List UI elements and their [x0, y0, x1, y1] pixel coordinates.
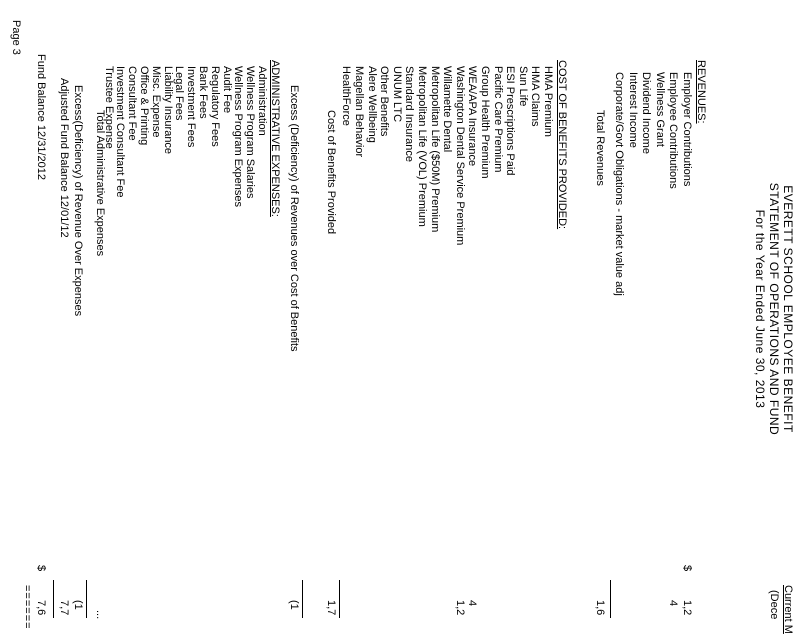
- fund-balance-rule: [53, 580, 54, 618]
- line-item-value: 4: [466, 600, 479, 607]
- report-title-line-3: For the Year Ended June 30, 2013: [753, 209, 767, 409]
- line-item-label: Interest Income: [627, 72, 639, 148]
- line-item-label: Corporate/Govt Obligations - market value adj: [613, 72, 626, 296]
- fund-balance-label: Fund Balance 12/31/2012: [35, 54, 47, 180]
- line-item-label: HealthForce: [340, 66, 353, 126]
- report-title-line-2: STATEMENT OF OPERATIONS AND FUND: [767, 182, 781, 436]
- line-item-label: Liability Insurance: [161, 66, 174, 155]
- column-subheading: (Dece: [768, 590, 780, 620]
- line-item-label: Regulatory Fees: [208, 66, 221, 147]
- line-item-label: Investment Fees: [185, 66, 198, 148]
- line-item-label: Other Benefits: [378, 66, 391, 137]
- line-item-label: Bank Fees: [197, 66, 209, 119]
- line-item-label: HMA Premium: [542, 66, 554, 137]
- line-item-label: Legal Fees: [173, 66, 186, 121]
- cost-of-benefits-heading: COST OF BENEFITS PROVIDED:: [556, 60, 568, 230]
- line-item-label: WEA/APA Insurance: [466, 66, 479, 167]
- line-item-label: Willamette Dental: [441, 66, 454, 153]
- line-item-label: Audit Fee: [220, 66, 233, 114]
- excess-over-expenses-label: Excess(Deficiency) of Revenue Over Expenses: [72, 85, 84, 317]
- line-item-label: Administration: [256, 66, 268, 136]
- line-item-label: Investment Consultant Fee: [114, 66, 127, 198]
- line-item-label: Employee Contributions: [667, 72, 680, 189]
- total-revenues-value: 1,6: [594, 600, 606, 616]
- page-number: Page 3: [10, 20, 22, 55]
- fund-balance-value: 7,6: [35, 600, 47, 616]
- cost-total-rule: [339, 580, 340, 618]
- line-item-label: UNUM LTC: [390, 66, 403, 123]
- admin-total-label: Total Administrative Expenses: [94, 110, 106, 257]
- column-heading: Current M: [782, 585, 794, 634]
- line-item-label: Misc. Expense: [149, 66, 162, 138]
- total-revenues-label: Total Revenues: [594, 110, 606, 186]
- line-item-label: Wellness Program Expenses: [232, 66, 245, 208]
- line-item-value: 1,2: [681, 600, 693, 616]
- excess-over-expenses-value: (1: [72, 600, 84, 610]
- line-item-value: 4: [667, 600, 680, 607]
- line-item-label: Office & Printing: [138, 66, 150, 146]
- line-item-label: Alere Wellbeing: [365, 66, 378, 143]
- double-underline: ======: [21, 585, 33, 630]
- revenues-heading: REVENUES:: [695, 60, 707, 124]
- report-title-line-1: EVERETT SCHOOL EMPLOYEE BENEFIT: [781, 185, 795, 433]
- line-item-label: Consultant Fee: [126, 66, 139, 141]
- line-item-label: Metropolitan Life ($50M) Premium: [428, 66, 441, 233]
- cost-of-benefits-total-label: Cost of Benefits Provided: [325, 110, 337, 235]
- adjusted-fund-balance-value: 7,7: [58, 600, 70, 616]
- line-item-label: Pacific Care Premium: [491, 66, 504, 173]
- line-item-label: Standard Insurance: [403, 66, 416, 163]
- line-item-label: Wellness Grant: [654, 72, 666, 147]
- admin-expenses-heading: ADMINISTRATIVE EXPENSES:: [269, 60, 281, 217]
- admin-total-value: ...: [94, 610, 106, 620]
- line-item-label: Sun Life: [516, 66, 529, 107]
- revenues-total-rule: [610, 580, 611, 618]
- line-item-value: 1,2: [453, 600, 466, 616]
- fund-balance-dollar-sign: $: [35, 565, 47, 572]
- line-item-label: HMA Claims: [529, 66, 542, 127]
- adjusted-fund-balance-label: Adjusted Fund Balance 12/01/12: [58, 78, 70, 238]
- line-item-label: Group Health Premium: [479, 66, 491, 179]
- line-item-label: Washington Dental Service Premium: [453, 66, 466, 246]
- line-item-label: Wellness Program Salaries: [244, 66, 257, 199]
- excess-over-cost-value: (1: [288, 600, 300, 610]
- line-item-label: ESI Prescriptions Paid: [504, 66, 517, 176]
- line-item-label: Employer Contributions: [681, 72, 693, 187]
- line-item-label: Metropolitan Life (VOL) Premium: [416, 66, 428, 227]
- line-item-label: Trustee Expense: [102, 66, 115, 149]
- excess-over-cost-label: Excess (Deficiency) of Revenues over Cost of Benefits: [288, 85, 300, 352]
- summary-rule: [86, 580, 87, 618]
- excess-rule: [302, 580, 303, 618]
- cost-of-benefits-total-value: 1,7: [325, 600, 337, 616]
- revenues-dollar-sign: $: [681, 565, 693, 572]
- line-item-label: Dividend Income: [640, 72, 653, 154]
- line-item-label: Magellan Behavior: [353, 66, 365, 158]
